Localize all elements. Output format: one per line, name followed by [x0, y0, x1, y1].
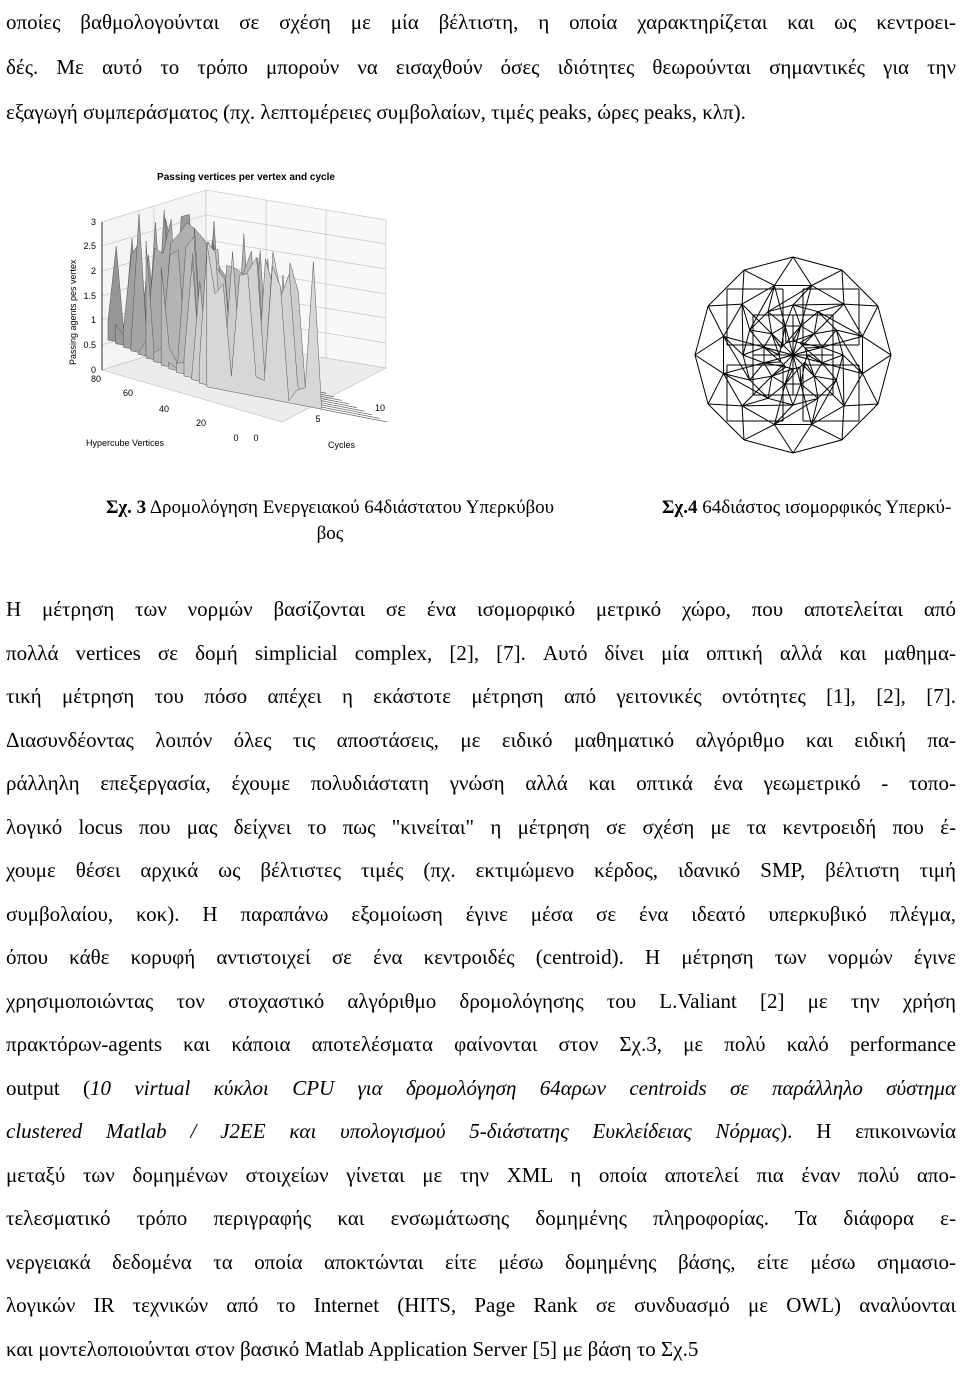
body-line: Διασυνδέοντας λοιπόν όλες τις αποστάσεις, με ειδικό μαθηματικό αλγόριθμο και ειδική πα- — [6, 727, 956, 752]
intro-paragraph — [6, 0, 956, 135]
body-line: ράλληλη επεξεργασία, έχουμε πολυδιάστατη γνώση αλλά και οπτικά ένα γεωμετρικό - τοπο- — [6, 771, 956, 795]
hypercube-edge — [708, 270, 744, 306]
body-line-italic-mix — [6, 1110, 956, 1154]
y-tick-label: 5 — [315, 414, 321, 424]
z-tick-label: 1 — [90, 315, 96, 325]
figure-3-caption-text: Δρομολόγηση Ενεργειακού 64διάστατου Υπερκύβου — [146, 497, 555, 518]
z-tick-label: 2.5 — [83, 241, 96, 251]
z-tick-label: 2 — [90, 266, 96, 276]
body-line-roman: ). Η επικοινωνία — [780, 1119, 956, 1143]
hypercube-edge — [812, 286, 844, 305]
z-tick-label: 1.5 — [83, 291, 96, 301]
body-line: νεργειακά δεδομένα τα οποία αποκτώνται είτε μέσω δομημένης βάσης, είτε μέσω σημασιο- — [6, 1249, 956, 1274]
x-tick-label: 0 — [233, 433, 239, 443]
hypercube-edge — [844, 404, 878, 406]
hypercube-edge — [844, 304, 878, 306]
x-tick-label: 80 — [90, 374, 102, 384]
body-line-italic: 10 virtual κύκλοι CPU για δρομολόγηση 64αρων centroids σε παράλληλο σύστημα — [90, 1075, 956, 1100]
hypercube-edge — [708, 404, 744, 440]
body-line: πρακτόρων-agents και κάποια αποτελέσματα φαίνονται στον Σχ.3, με πολύ καλό performance — [6, 1032, 956, 1056]
hypercube-edge — [744, 270, 774, 285]
figure-3-caption-text-cont: βος — [316, 523, 344, 544]
hypercube-edge — [708, 374, 723, 404]
figure-3-caption — [100, 495, 560, 547]
hypercube-projection-figure — [688, 225, 898, 485]
intro-line-3: εξαγωγή συμπεράσματος (πχ. λεπτομέρειες συμβολαίων, τιμές peaks, ώρες peaks, κλπ). — [6, 100, 746, 124]
body-line: συμβολαίου, κοκ). Η παραπάνω εξομοίωση έγινε μέσα σε ένα ιδεατό υπερκυβικό πλέγμα, — [6, 901, 956, 926]
body-line: Η μέτρηση των νορμών βασίζονται σε ένα ισομορφικό μετρικό χώρο, που αποτελείται από — [6, 597, 956, 621]
body-line: τική μέτρηση του πόσο απέχει η εκάστοτε μέτρηση από γειτονικές οντότητες [1], [2], [7]. — [6, 684, 956, 708]
z-axis — [68, 217, 102, 375]
hypercube-edge — [708, 304, 742, 306]
y-tick-label: 0 — [253, 433, 259, 443]
hypercube-edge — [744, 425, 774, 440]
hypercube-edge — [863, 306, 878, 336]
body-line-roman: output ( — [6, 1075, 90, 1100]
hypercube-edge — [793, 304, 844, 305]
hypercube-edge — [843, 355, 844, 406]
figure-4-label: Σχ.4 — [662, 497, 698, 518]
body-line: χρησιμοποιώντας τον στοχαστικό αλγόριθμο δρομολόγησης του L.Valiant [2] με την χρήση — [6, 988, 956, 1013]
hypercube-edge — [842, 270, 878, 306]
body-line-italic-mix — [6, 1067, 956, 1111]
y-axis-label: Cycles — [328, 440, 356, 450]
hypercube-edge — [742, 304, 743, 355]
x-tick-label: 20 — [195, 418, 207, 428]
figures-row — [0, 150, 960, 560]
hypercube-edge — [742, 405, 793, 406]
body-line: λογικό locus που μας δείχνει το πως "κινείται" η μέτρηση σε σχέση με τα κεντροειδή που έ- — [6, 814, 956, 839]
hypercube-edge — [844, 374, 863, 406]
body-line: χουμε θέσει αρχικά ως βέλτιστες τιμές (πχ. εκτιμώμενο κέρδος, ιδανικό SMP, βέλτιστη τιμή — [6, 858, 956, 882]
hypercube-edge — [708, 404, 742, 406]
body-line: λογικών IR τεχνικών από το Internet (HITS, Page Rank σε συνδυασμό με OWL) αναλύονται — [6, 1293, 956, 1317]
y-tick-label: 10 — [374, 403, 386, 413]
body-line: και μοντελοποιούνται στον βασικό Matlab Application Server [5] με βάση το Σχ.5 — [6, 1336, 699, 1361]
z-tick-label: 3 — [90, 217, 96, 227]
surface-plot-figure — [56, 160, 416, 460]
hypercube-edge — [842, 404, 878, 440]
hypercube-edge — [842, 406, 844, 440]
plot-title: Passing vertices per vertex and cycle — [157, 172, 335, 183]
hypercube-edge — [742, 270, 744, 304]
x-tick-label: 60 — [122, 388, 134, 398]
intro-line-2: δές. Με αυτό το τρόπο μπορούν να εισαχθούν όσες ιδιότητες θεωρούνται σημαντικές για την — [6, 55, 956, 79]
z-tick-label: 0.5 — [83, 340, 96, 350]
body-line: μεταξύ των δομημένων στοιχείων γίνεται με την XML η οποία αποτελεί πια έναν πολύ απο- — [6, 1162, 956, 1187]
hypercube-edge — [812, 270, 842, 285]
hypercube-edge — [742, 406, 774, 425]
hypercube-edge — [812, 425, 842, 440]
hypercube-edge — [708, 306, 723, 336]
body-line: πολλά vertices σε δομή simplicial complex, [2], [7]. Αυτό δίνει μία οπτική αλλά και μαθημα- — [6, 640, 956, 665]
figure-4-caption-text: 64διάστος ισομορφικός Υπερκύ- — [697, 497, 952, 518]
figure-3-label: Σχ. 3 — [105, 497, 147, 518]
z-axis-label: Passing agents pes vertex — [68, 259, 78, 365]
body-line: όπου κάθε κορυφή αντιστοιχεί σε ένα κεντροιδές (centroid). Η μέτρηση των νορμών έγινε — [6, 945, 956, 969]
figure-4-caption — [662, 495, 960, 521]
body-line-italic: clustered Matlab / J2EE και υπολογισμού 5-διάστατης Ευκλείδειας Νόρμας — [6, 1119, 781, 1143]
x-tick-label: 40 — [158, 404, 170, 414]
intro-line-1: οποίες βαθμολογούνται σε σχέση με μία βέλτιστη, η οποία χαρακτηρίζεται και ως κεντροει- — [6, 10, 956, 34]
body-line: τελεσματικό τρόπο περιγραφής και ενσωμάτωσης δομημένης πληροφορίας. Τα διάφορα ε- — [6, 1206, 956, 1230]
hypercube-edge — [863, 374, 878, 404]
hypercube-edge — [724, 304, 743, 336]
body-paragraph — [6, 588, 956, 1371]
x-axis-label: Hypercube Vertices — [86, 438, 165, 448]
z-tick-label: 0 — [90, 365, 96, 375]
hypercube-edge — [842, 270, 844, 304]
hypercube-edge — [742, 406, 744, 440]
